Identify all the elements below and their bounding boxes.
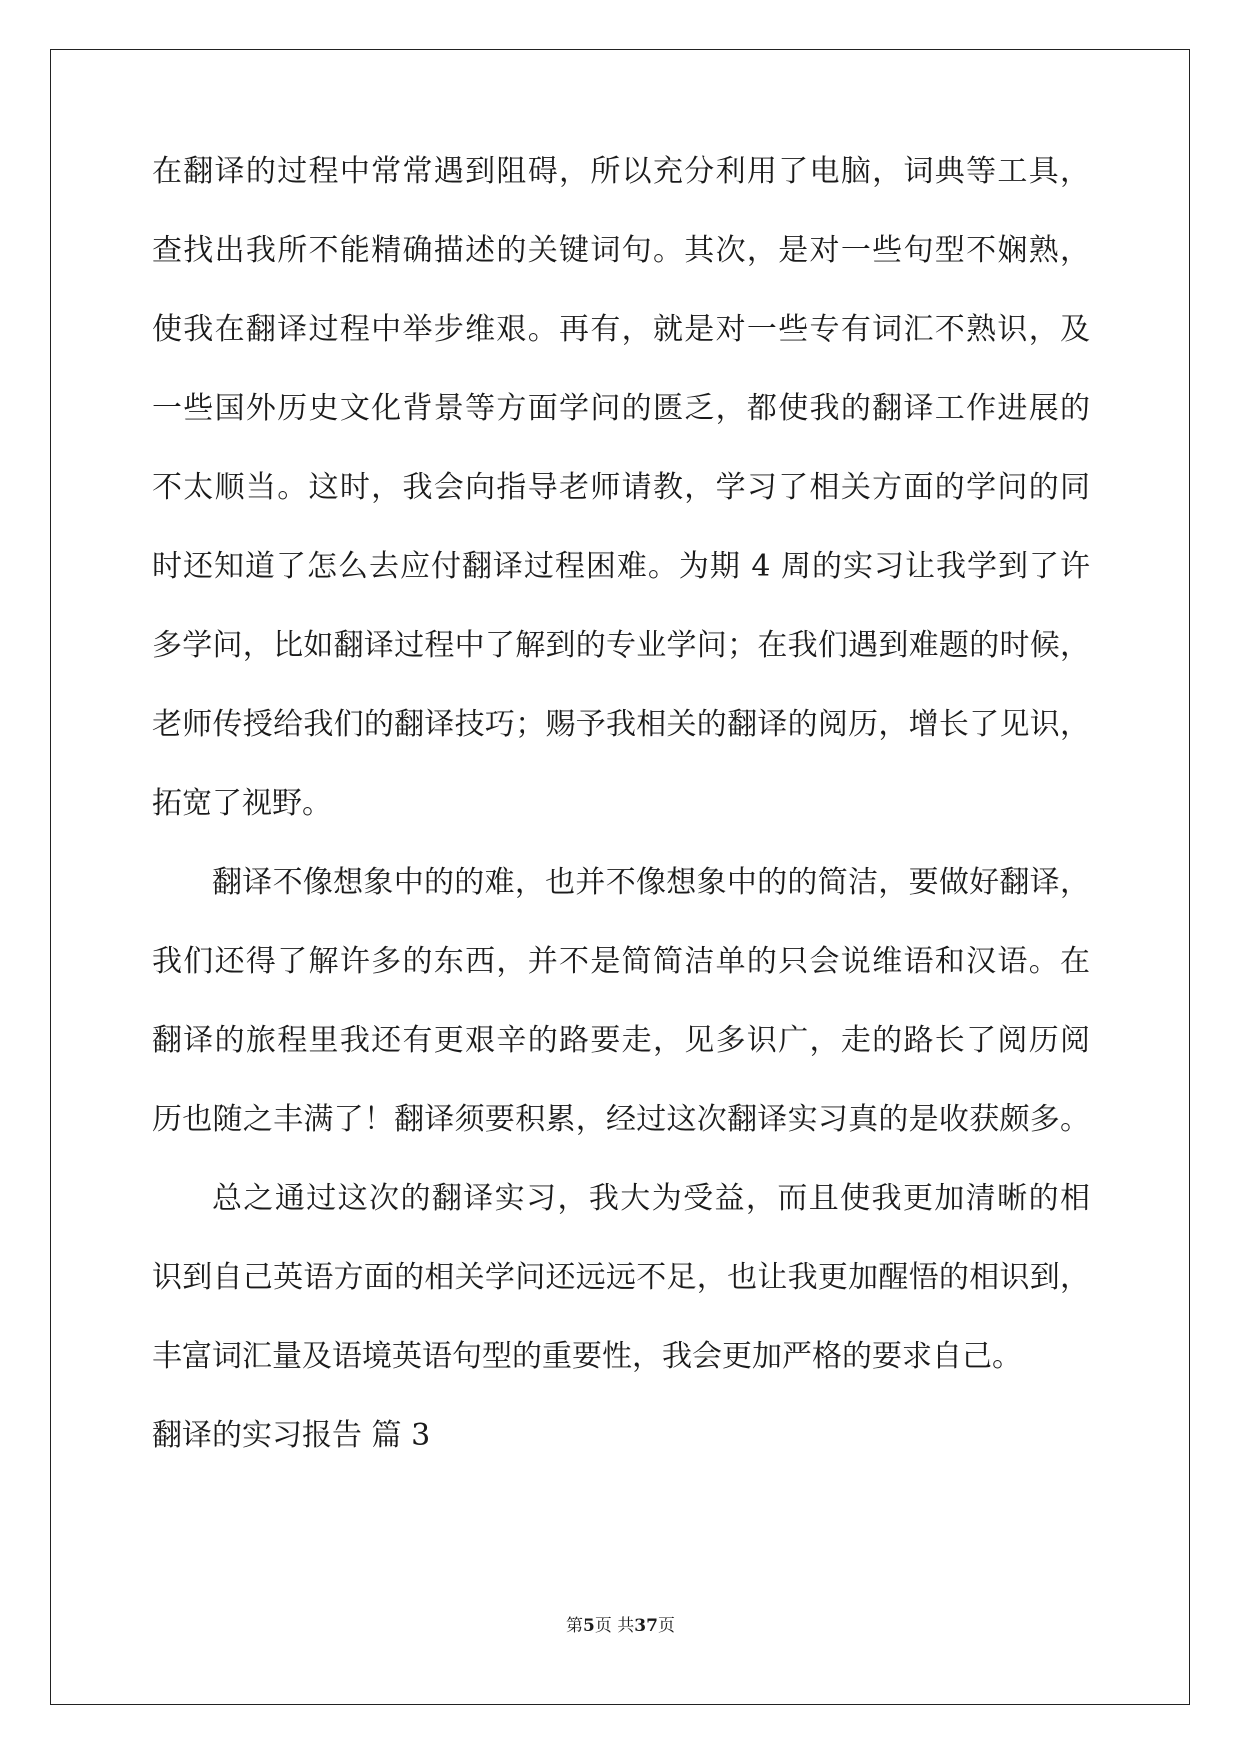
text-line-7: 多学问，比如翻译过程中了解到的专业学问；在我们遇到难题的时候， xyxy=(152,628,1090,663)
text-line-15: 识到自己英语方面的相关学问还远远不足，也让我更加醒悟的相识到， xyxy=(152,1260,1090,1295)
text-line-5: 不太顺当。这时，我会向指导老师请教，学习了相关方面的学问的同 xyxy=(152,470,1090,505)
text-line-14: 总之通过这次的翻译实习，我大为受益，而且使我更加清晰的相 xyxy=(212,1181,1090,1216)
page-footer xyxy=(0,1611,1241,1636)
footer-page-number: 5 xyxy=(583,1616,595,1636)
text-line-1: 在翻译的过程中常常遇到阻碍，所以充分利用了电脑，词典等工具， xyxy=(152,154,1090,189)
text-line-9: 拓宽了视野。 xyxy=(152,786,332,821)
text-line-8: 老师传授给我们的翻译技巧；赐予我相关的翻译的阅历，增长了见识， xyxy=(152,707,1090,742)
text-line-11: 我们还得了解许多的东西，并不是简简洁单的只会说维语和汉语。在 xyxy=(152,944,1090,979)
text-line-2: 查找出我所不能精确描述的关键词句。其次，是对一些句型不娴熟， xyxy=(152,233,1090,268)
section-heading: 翻译的实习报告 篇 3 xyxy=(152,1418,431,1453)
footer-total-pages: 37 xyxy=(634,1616,658,1636)
text-line-16: 丰富词汇量及语境英语句型的重要性，我会更加严格的要求自己。 xyxy=(152,1339,1022,1374)
footer-prefix: 第 xyxy=(566,1616,584,1636)
text-line-10: 翻译不像想象中的的难，也并不像想象中的的简洁，要做好翻译， xyxy=(212,865,1090,900)
footer-suffix: 页 xyxy=(657,1616,675,1636)
text-line-3: 使我在翻译过程中举步维艰。再有，就是对一些专有词汇不熟识，及 xyxy=(152,312,1090,347)
text-line-13: 历也随之丰满了！翻译须要积累，经过这次翻译实习真的是收获颇多。 xyxy=(152,1102,1090,1137)
text-line-6: 时还知道了怎么去应付翻译过程困难。为期 4 周的实习让我学到了许 xyxy=(152,549,1090,584)
footer-middle: 页 共 xyxy=(594,1616,635,1636)
text-line-4: 一些国外历史文化背景等方面学问的匮乏，都使我的翻译工作进展的 xyxy=(152,391,1090,426)
text-line-12: 翻译的旅程里我还有更艰辛的路要走，见多识广，走的路长了阅历阅 xyxy=(152,1023,1090,1058)
